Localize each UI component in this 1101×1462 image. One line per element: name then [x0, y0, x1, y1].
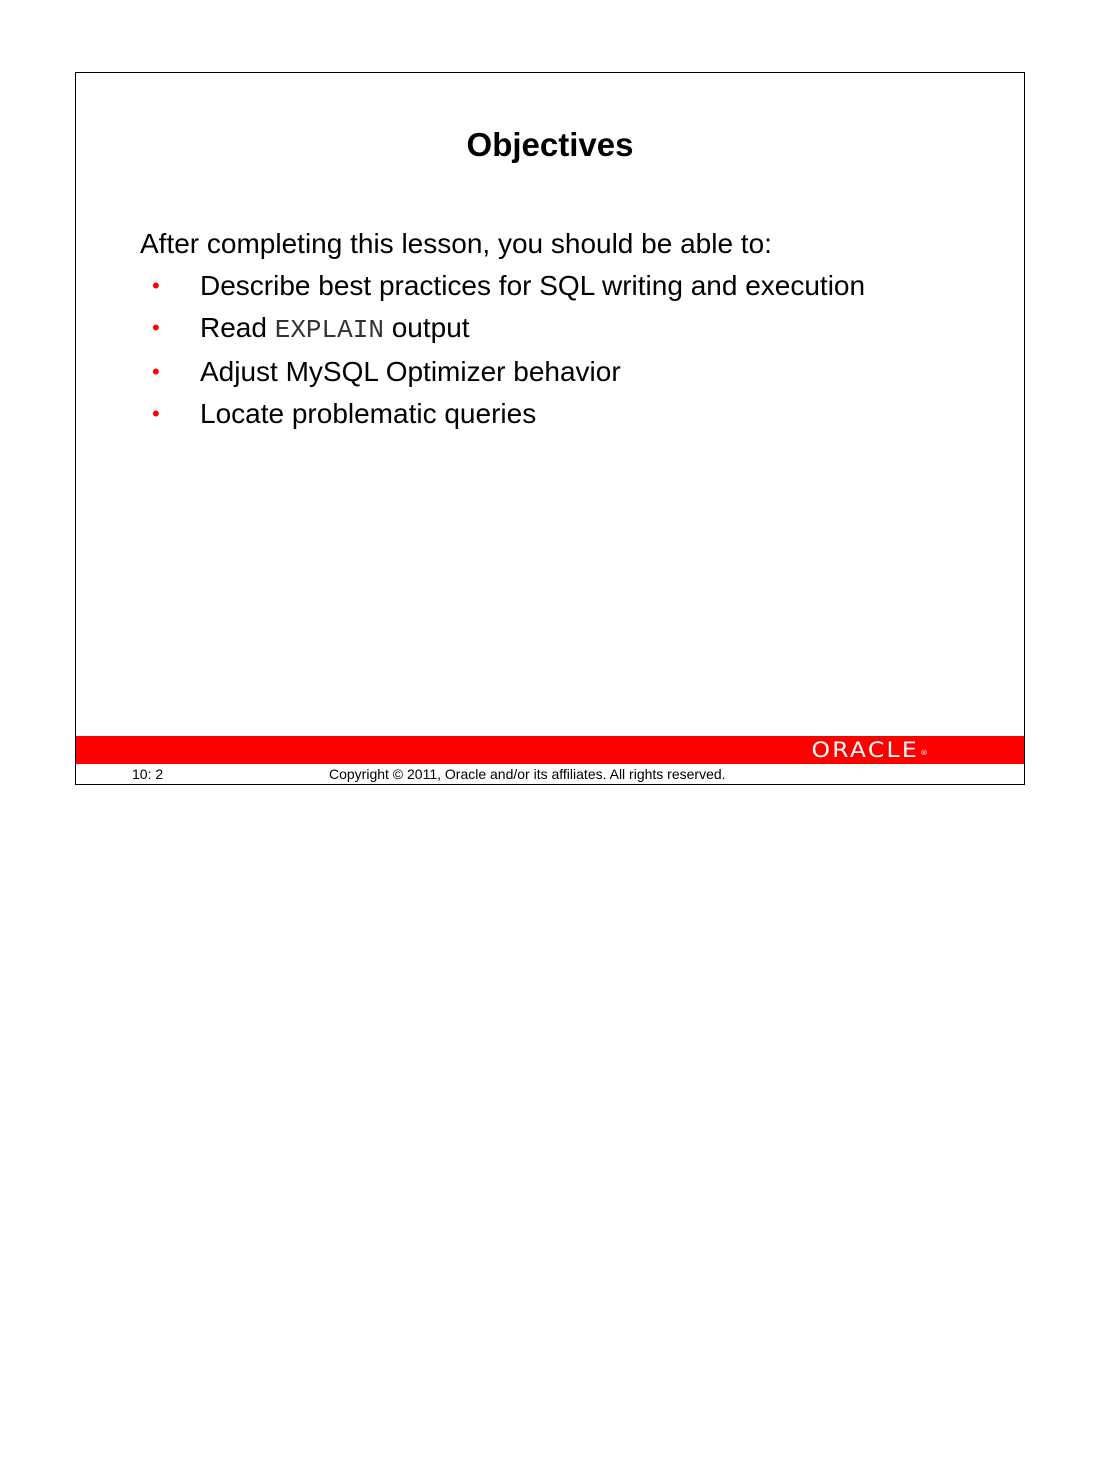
bullet-icon: • — [152, 273, 160, 298]
slide-title: Objectives — [466, 126, 634, 163]
intro-text: After completing this lesson, you should be able to: — [140, 228, 772, 259]
bullet-icon: • — [152, 401, 160, 426]
bullet-icon: • — [152, 359, 160, 384]
copyright-notice: Copyright © 2011, Oracle and/or its affiliates. All rights reserved. — [329, 766, 726, 782]
page-number: 10: 2 — [132, 766, 164, 782]
bullet-text: Describe best practices for SQL writing and execution — [200, 270, 866, 301]
trademark-icon: ® — [920, 749, 928, 757]
bullet-icon: • — [152, 315, 160, 340]
slide-frame — [75, 72, 1025, 785]
brand-band — [76, 736, 1024, 764]
bullet-text-prefix: Read — [200, 312, 275, 343]
oracle-logo — [812, 737, 928, 763]
code-keyword: EXPLAIN — [274, 315, 384, 345]
bullet-text: Adjust MySQL Optimizer behavior — [200, 356, 621, 387]
bullet-text-suffix: output — [383, 312, 470, 343]
bullet-text — [200, 310, 470, 348]
oracle-logo-text: ORACLE — [811, 738, 920, 762]
slide-footer — [76, 764, 1024, 784]
bullet-text: Locate problematic queries — [200, 398, 537, 429]
